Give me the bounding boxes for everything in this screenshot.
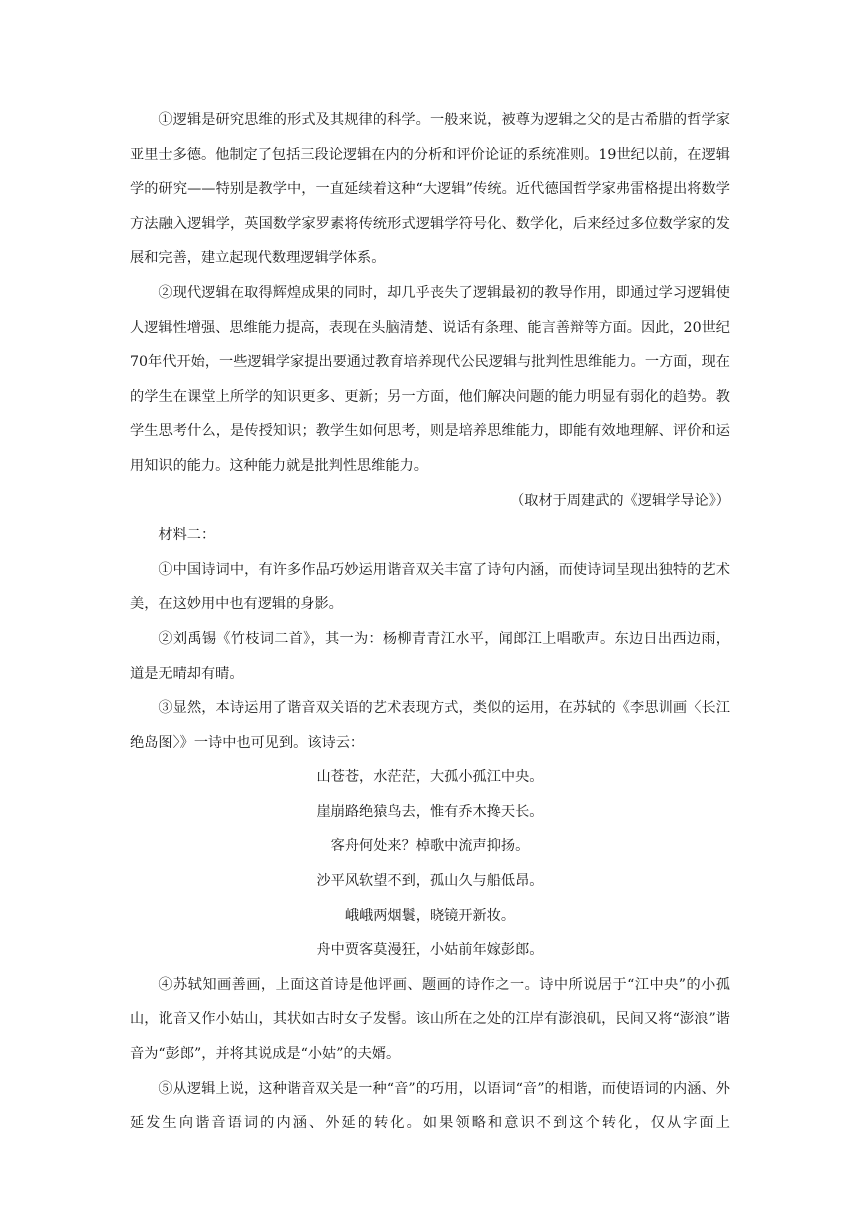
poem-line: 舟中贾客莫漫狂，小姑前年嫁彭郎。 [316,942,544,959]
material-two-heading: 材料二： [158,527,216,544]
poem-line: 崖崩路绝猿鸟去，惟有乔木搀天长。 [316,803,544,820]
source-citation: （取材于周建武的《逻辑学导论》） [510,492,730,509]
paragraph-su-shi-intro: ③显然，本诗运用了谐音双关语的艺术表现方式，类似的运用，在苏轼的《李思训画〈长江绝岛图〉》一诗中也可见到。该诗云： [130,700,730,751]
poem-line: 沙平风软望不到，孤山久与船低昂。 [316,873,544,890]
paragraph-logic-of-pun: ⑤从逻辑上说，这种谐音双关是一种“音”的巧用，以语词“音”的相谐，而使语词的内涵、外延发生向谐音语词的内涵、外延的转化。如果领略和意识不到这个转化，仅从字面上 [130,1080,730,1132]
poem-line: 山苍苍，水茫茫，大孤小孤江中央。 [316,769,544,786]
paragraph-su-shi-analysis: ④苏轼知画善画，上面这首诗是他评画、题画的诗作之一。诗中所说居于“江中央”的小孤山，讹音又作小姑山，其状如古时女子发髻。该山所在之处的江岸有澎浪矶，民间又将“澎浪”谐音为“彭郎”，并将其说成是“小姑”的夫婿。 [130,976,730,1063]
poem-line: 峨峨两烟鬟，晓镜开新妆。 [344,907,516,924]
document-body [130,103,730,1141]
paragraph-poetry-pun: ①中国诗词中，有许多作品巧妙运用谐音双关丰富了诗句内涵，而使诗词呈现出独特的艺术美，在这妙用中也有逻辑的身影。 [130,561,730,613]
paragraph-logic-definition: ①逻辑是研究思维的形式及其规律的科学。一般来说，被尊为逻辑之父的是古希腊的哲学家亚里士多德。他制定了包括三段论逻辑在内的分析和评价论证的系统准则。19世纪以前，在逻辑学的研究——特别是教学中，一直延续着这种“大逻辑”传统。近代德国哲学家弗雷格提出将数学方法融入逻辑学，英国数学家罗素将传统形式逻辑学符号化、数学化，后来经过多位数学家的发展和完善，建立起现代数理逻辑学体系。 [130,112,730,267]
paragraph-liu-yuxi-poem: ②刘禹锡《竹枝词二首》，其一为：杨柳青青江水平，闻郎江上唱歌声。东边日出西边雨，道是无晴却有晴。 [130,630,730,682]
paragraph-modern-logic: ②现代逻辑在取得辉煌成果的同时，却几乎丧失了逻辑最初的教导作用，即通过学习逻辑使人逻辑性增强、思维能力提高，表现在头脑清楚、说话有条理、能言善辩等方面。因此，20世纪70年代开始，一些逻辑学家提出要通过教育培养现代公民逻辑与批判性思维能力。一方面，现在的学生在课堂上所学的知识更多、更新；另一方面，他们解决问题的能力明显有弱化的趋势。教学生思考什么，是传授知识；教学生如何思考，则是培养思维能力，即能有效地理解、评价和运用知识的能力。这种能力就是批判性思维能力。 [130,284,730,474]
poem-line: 客舟何处来？棹歌中流声抑扬。 [330,838,530,855]
